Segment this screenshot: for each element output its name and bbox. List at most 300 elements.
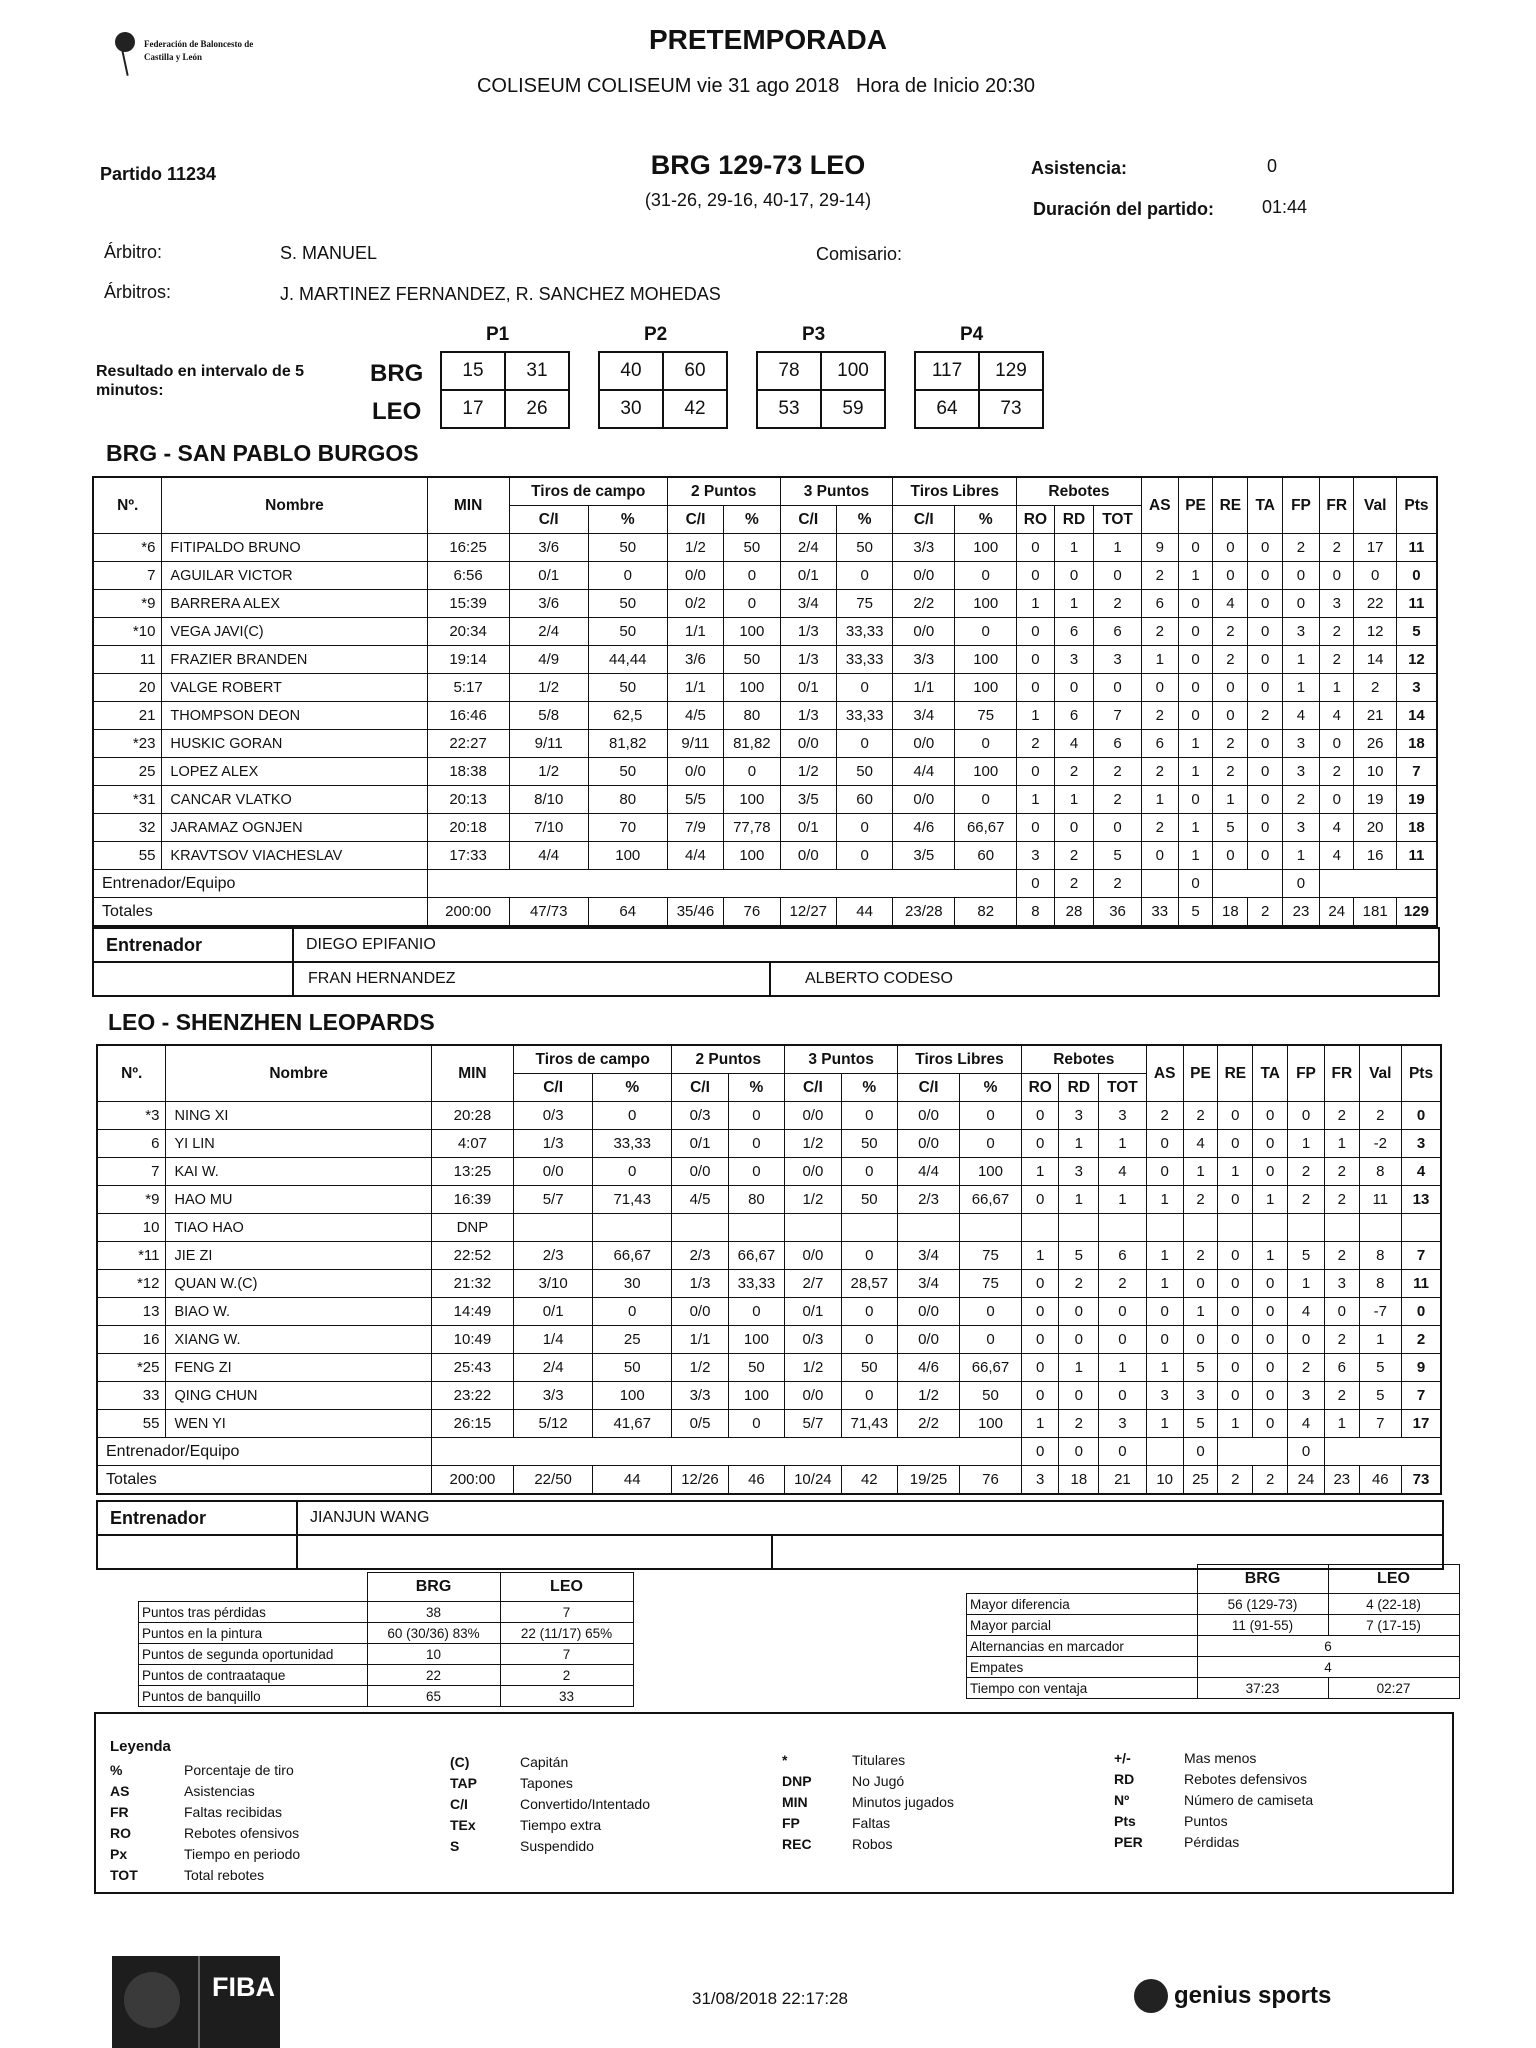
player-name: BIAO W.: [166, 1298, 431, 1326]
totals-cell: 23: [1282, 898, 1319, 927]
genius-sports-text: genius sports: [1174, 1982, 1332, 2009]
totals-cell: 33: [1141, 898, 1178, 927]
player-number: 11: [93, 646, 162, 674]
header-ft: Tiros Libres: [893, 477, 1017, 506]
stat-cell: 2: [1183, 1186, 1217, 1214]
stat-cell: 0/0: [667, 562, 723, 590]
legend-entry: [782, 1750, 954, 1771]
stat-cell: 4: [1320, 702, 1354, 730]
stat-cell: 75: [836, 590, 892, 618]
stat-cell: 50: [724, 534, 780, 562]
stat-cell: 16:46: [427, 702, 509, 730]
stat-cell: 5: [1183, 1354, 1217, 1382]
player-number: 21: [93, 702, 162, 730]
team-row-tot: 0: [1099, 1438, 1146, 1466]
stat-cell: 2: [1017, 730, 1054, 758]
stat-cell: 50: [841, 1130, 897, 1158]
header-ro: RO: [1017, 506, 1054, 534]
legend-key: Pts: [1114, 1813, 1136, 1829]
quarter-score: 78: [757, 352, 821, 390]
totals-cell: 129: [1396, 898, 1437, 927]
player-name: QUAN W.(C): [166, 1270, 431, 1298]
stat-cell: 0: [1218, 1382, 1253, 1410]
interval-team-a: BRG: [370, 360, 424, 387]
totals-cell: 64: [588, 898, 667, 927]
stat-cell: 5/12: [514, 1410, 593, 1438]
stat-cell: 1: [1017, 590, 1054, 618]
quarter-score: 15: [441, 352, 505, 390]
leo-head-coach: JIANJUN WANG: [297, 1501, 1443, 1535]
header-rd: RD: [1054, 506, 1094, 534]
stat-cell: 6: [1094, 618, 1141, 646]
stat-cell: 1: [1021, 1158, 1058, 1186]
totals-cell: 2: [1253, 1466, 1287, 1495]
player-name: FITIPALDO BRUNO: [162, 534, 427, 562]
stat-cell: 2/2: [898, 1410, 960, 1438]
stat-cell: 25:43: [431, 1354, 513, 1382]
quarter-score: 129: [979, 352, 1043, 390]
stat-cell: 0: [960, 1326, 1022, 1354]
stat-cell: 2: [1325, 1382, 1359, 1410]
stat-cell: 81,82: [588, 730, 667, 758]
stat-cell: 1: [1325, 1410, 1359, 1438]
stat-cell: [898, 1214, 960, 1242]
stat-cell: 1/2: [785, 1186, 841, 1214]
stat-cell: 0/0: [667, 758, 723, 786]
stat-cell: 1: [1141, 646, 1178, 674]
header-val: Val: [1359, 1045, 1401, 1102]
totals-cell: 21: [1099, 1466, 1146, 1495]
legend-key: *: [782, 1752, 788, 1768]
stat-cell: 100: [724, 786, 780, 814]
totals-label: Totales: [93, 898, 427, 927]
small-row-value: 65: [367, 1686, 500, 1707]
brg-team-name: BRG - SAN PABLO BURGOS: [106, 440, 419, 466]
brg-coach-label: Entrenador: [93, 928, 293, 962]
player-name: JIE ZI: [166, 1242, 431, 1270]
stat-cell: 1: [1099, 1130, 1146, 1158]
totals-cell: 73: [1402, 1466, 1441, 1495]
referee-name: S. MANUEL: [280, 243, 378, 263]
player-points: 9: [1402, 1354, 1441, 1382]
legend-key: RO: [110, 1825, 131, 1841]
leo-coach-empty-1: [297, 1535, 772, 1569]
totals-row: [97, 1466, 1441, 1495]
player-number: *12: [97, 1270, 166, 1298]
stat-cell: 0: [1178, 618, 1212, 646]
match-id: Partido 11234: [100, 164, 217, 184]
stat-cell: 2: [1320, 758, 1354, 786]
small-row-label: Mayor diferencia: [967, 1594, 1198, 1615]
stat-cell: 0: [1099, 1382, 1146, 1410]
brg-assistant-coach-1: FRAN HERNANDEZ: [293, 962, 770, 996]
header-fp: FP: [1282, 477, 1319, 534]
header-reb: Rebotes: [1021, 1045, 1146, 1074]
stat-cell: 0/1: [780, 814, 836, 842]
header-pct: %: [836, 506, 892, 534]
player-points: [1402, 1214, 1441, 1242]
team-row: [97, 1438, 1441, 1466]
stat-cell: [1059, 1214, 1099, 1242]
header-name: Nombre: [162, 477, 427, 534]
stat-cell: 3: [1325, 1270, 1359, 1298]
stat-cell: 0: [1146, 1158, 1183, 1186]
header-ci: C/I: [780, 506, 836, 534]
player-points: 11: [1396, 842, 1437, 870]
stat-cell: 25: [593, 1326, 672, 1354]
stat-cell: 1/2: [785, 1354, 841, 1382]
player-name: WEN YI: [166, 1410, 431, 1438]
leo-coach-blank: [97, 1535, 297, 1569]
stat-cell: 1: [1146, 1242, 1183, 1270]
stat-cell: 0: [960, 1298, 1022, 1326]
player-row: [97, 1382, 1441, 1410]
stat-cell: 1/4: [514, 1326, 593, 1354]
stat-cell: 4/9: [509, 646, 588, 674]
stat-cell: [1218, 1214, 1253, 1242]
header-fp: FP: [1287, 1045, 1324, 1102]
stat-cell: 0: [1218, 1102, 1253, 1130]
stat-cell: 100: [728, 1382, 784, 1410]
stat-cell: 6:56: [427, 562, 509, 590]
header-pct: %: [588, 506, 667, 534]
stat-cell: 3: [1146, 1382, 1183, 1410]
stat-cell: 3/3: [514, 1382, 593, 1410]
team-row-label: Entrenador/Equipo: [93, 870, 427, 898]
stat-cell: 3/3: [893, 534, 955, 562]
legend-desc: Mas menos: [1184, 1750, 1257, 1766]
quarter-score: 73: [979, 390, 1043, 428]
stat-cell: 0: [1146, 1298, 1183, 1326]
team-row: [93, 870, 1437, 898]
stat-cell: 2: [1094, 590, 1141, 618]
header-pts: Pts: [1396, 477, 1437, 534]
stat-cell: [1183, 1214, 1217, 1242]
totals-cell: 19/25: [898, 1466, 960, 1495]
legend-entry: [782, 1792, 954, 1813]
stat-cell: 75: [960, 1242, 1022, 1270]
player-name: TIAO HAO: [166, 1214, 431, 1242]
player-number: 6: [97, 1130, 166, 1158]
stat-cell: 1: [1218, 1158, 1253, 1186]
stat-cell: 2: [1320, 618, 1354, 646]
stat-cell: 2: [1325, 1102, 1359, 1130]
stat-cell: 66,67: [960, 1354, 1022, 1382]
stat-cell: 2: [1325, 1186, 1359, 1214]
small-row-label: Puntos de banquillo: [139, 1686, 368, 1707]
stat-cell: 0/0: [893, 786, 955, 814]
player-row: [93, 702, 1437, 730]
stat-cell: 4/4: [898, 1158, 960, 1186]
stat-cell: 1/3: [672, 1270, 728, 1298]
small-row-value: 22: [367, 1665, 500, 1686]
stat-cell: 7: [1359, 1410, 1401, 1438]
totals-cell: 28: [1054, 898, 1094, 927]
stat-cell: 0: [841, 1298, 897, 1326]
stat-cell: 0: [728, 1130, 784, 1158]
stat-cell: 4: [1054, 730, 1094, 758]
stat-cell: 3/5: [780, 786, 836, 814]
legend-key: REC: [782, 1836, 812, 1852]
small-row-value: 7: [500, 1602, 633, 1623]
small-row: [967, 1594, 1460, 1615]
stat-cell: 0: [1248, 618, 1282, 646]
stat-cell: 0: [1094, 814, 1141, 842]
stat-cell: 0: [1094, 562, 1141, 590]
player-name: AGUILAR VICTOR: [162, 562, 427, 590]
player-number: *25: [97, 1354, 166, 1382]
stat-cell: 0: [1287, 1102, 1324, 1130]
stat-cell: 5/8: [509, 702, 588, 730]
stat-cell: 2: [1354, 674, 1396, 702]
stat-cell: [1021, 1214, 1058, 1242]
stat-cell: 7: [1094, 702, 1141, 730]
stat-cell: 2: [1099, 1270, 1146, 1298]
quarter-box-p1: [440, 351, 570, 429]
stat-cell: 0: [1320, 730, 1354, 758]
player-row: [93, 814, 1437, 842]
stat-cell: 0: [841, 1326, 897, 1354]
header-min: MIN: [431, 1045, 513, 1102]
team-row-rd: 0: [1059, 1438, 1099, 1466]
genius-sports-logo: [1134, 1979, 1331, 2013]
stat-cell: 0: [836, 562, 892, 590]
legend-entry: [450, 1773, 650, 1794]
legend-entry: [782, 1771, 954, 1792]
player-name: CANCAR VLATKO: [162, 786, 427, 814]
stat-cell: 26: [1354, 730, 1396, 758]
totals-cell: 2: [1248, 898, 1282, 927]
totals-label: Totales: [97, 1466, 431, 1495]
legend-entry: [110, 1802, 300, 1823]
stat-cell: 0: [1021, 1130, 1058, 1158]
legend-entry: [782, 1834, 954, 1855]
header-p2: 2 Puntos: [672, 1045, 785, 1074]
stat-cell: 2/4: [780, 534, 836, 562]
header-p2: 2 Puntos: [667, 477, 780, 506]
stat-cell: 2: [1325, 1158, 1359, 1186]
stat-cell: 0/0: [780, 842, 836, 870]
stat-cell: 2: [1141, 758, 1178, 786]
player-number: 25: [93, 758, 162, 786]
stat-cell: 0: [1178, 534, 1212, 562]
stat-cell: 0/1: [509, 562, 588, 590]
totals-cell: 46: [728, 1466, 784, 1495]
stat-cell: 0: [1253, 1354, 1287, 1382]
stat-cell: 0: [1054, 674, 1094, 702]
stat-cell: 30: [593, 1270, 672, 1298]
totals-cell: 10: [1146, 1466, 1183, 1495]
small-header-leo: LEO: [1328, 1565, 1459, 1594]
team-row-blank3: [1325, 1438, 1441, 1466]
small-row: [967, 1615, 1460, 1636]
stat-cell: -2: [1359, 1130, 1401, 1158]
stat-cell: 14:49: [431, 1298, 513, 1326]
player-row: [93, 786, 1437, 814]
header-ro: RO: [1021, 1074, 1058, 1102]
stat-cell: 0: [1178, 646, 1212, 674]
player-name: JARAMAZ OGNJEN: [162, 814, 427, 842]
header-ci: C/I: [667, 506, 723, 534]
stat-cell: 33,33: [728, 1270, 784, 1298]
small-row-value: 7 (17-15): [1328, 1615, 1459, 1636]
stat-cell: 1: [1282, 646, 1319, 674]
legend-desc: Faltas recibidas: [184, 1804, 283, 1820]
stat-cell: 100: [724, 842, 780, 870]
stat-cell: 22:27: [427, 730, 509, 758]
stat-cell: 0: [1146, 1130, 1183, 1158]
legend-desc: Rebotes ofensivos: [184, 1825, 300, 1841]
stat-cell: 100: [724, 618, 780, 646]
legend-entry: [1114, 1748, 1313, 1769]
player-points: 3: [1402, 1130, 1441, 1158]
stat-cell: 2: [1094, 786, 1141, 814]
small-row: [139, 1623, 634, 1644]
stat-cell: 4/5: [672, 1186, 728, 1214]
totals-cell: 35/46: [667, 898, 723, 927]
stat-cell: 4/4: [509, 842, 588, 870]
small-header-brg: BRG: [1197, 1565, 1328, 1594]
legend-desc: Robos: [852, 1836, 893, 1852]
header-reb: Rebotes: [1017, 477, 1142, 506]
stat-cell: 0: [1320, 786, 1354, 814]
stat-cell: 0: [1141, 842, 1178, 870]
stat-cell: 0: [836, 814, 892, 842]
quarter-score: 17: [441, 390, 505, 428]
stat-cell: 2: [1054, 758, 1094, 786]
stat-cell: 0: [1017, 534, 1054, 562]
player-row: [97, 1298, 1441, 1326]
stat-cell: 0: [728, 1410, 784, 1438]
stat-cell: 71,43: [593, 1186, 672, 1214]
stat-cell: 6: [1099, 1242, 1146, 1270]
legend-desc: Tapones: [520, 1775, 573, 1791]
stat-cell: 1: [1021, 1242, 1058, 1270]
stat-cell: 2: [1141, 702, 1178, 730]
legend-desc: Porcentaje de tiro: [184, 1762, 294, 1778]
stat-cell: 1/2: [898, 1382, 960, 1410]
small-row-value: 37:23: [1197, 1678, 1328, 1699]
stat-cell: 0: [836, 730, 892, 758]
header-pct: %: [960, 1074, 1022, 1102]
stat-cell: 3/5: [893, 842, 955, 870]
stat-cell: 5/7: [785, 1410, 841, 1438]
quarter-box-p3: [756, 351, 886, 429]
stat-cell: 3: [1282, 758, 1319, 786]
small-row-label: Puntos tras pérdidas: [139, 1602, 368, 1623]
points-breakdown-table: [138, 1572, 634, 1707]
header-pe: PE: [1183, 1045, 1217, 1102]
player-row: [93, 590, 1437, 618]
header-fr: FR: [1320, 477, 1354, 534]
player-points: 14: [1396, 702, 1437, 730]
stat-cell: 4: [1282, 702, 1319, 730]
legend-entry: [450, 1794, 650, 1815]
stat-cell: 0: [1248, 562, 1282, 590]
stat-cell: 2: [1282, 786, 1319, 814]
stat-cell: 2: [1213, 646, 1248, 674]
quarter-label-p2: P2: [644, 324, 668, 345]
player-number: 7: [97, 1158, 166, 1186]
stat-cell: 80: [588, 786, 667, 814]
stat-cell: 4: [1183, 1130, 1217, 1158]
stat-cell: 0/0: [893, 562, 955, 590]
stat-cell: 0/3: [672, 1102, 728, 1130]
stat-cell: 0/0: [893, 618, 955, 646]
attendance-value: 0: [1267, 156, 1278, 176]
stat-cell: 5: [1213, 814, 1248, 842]
player-row: [93, 758, 1437, 786]
stat-cell: 0/1: [780, 674, 836, 702]
totals-cell: 12/26: [672, 1466, 728, 1495]
player-row: [97, 1158, 1441, 1186]
legend-desc: Asistencias: [184, 1783, 255, 1799]
stat-cell: 0: [1054, 562, 1094, 590]
stat-cell: 1/2: [509, 758, 588, 786]
team-row-blank2: [1218, 1438, 1288, 1466]
stat-cell: 0: [1021, 1186, 1058, 1214]
stat-cell: 12: [1354, 618, 1396, 646]
stat-cell: 100: [955, 758, 1017, 786]
small-row-label: Empates: [967, 1657, 1198, 1678]
stat-cell: 50: [588, 590, 667, 618]
player-name: XIANG W.: [166, 1326, 431, 1354]
stat-cell: 1: [1059, 1130, 1099, 1158]
player-name: NING XI: [166, 1102, 431, 1130]
player-name: HAO MU: [166, 1186, 431, 1214]
stat-cell: 50: [728, 1354, 784, 1382]
totals-cell: 76: [724, 898, 780, 927]
small-header-leo: LEO: [500, 1573, 633, 1602]
stat-cell: 0: [960, 1130, 1022, 1158]
stat-cell: 0/1: [785, 1298, 841, 1326]
small-row: [967, 1636, 1460, 1657]
stat-cell: 22: [1354, 590, 1396, 618]
stat-cell: 1: [1099, 1354, 1146, 1382]
team-row-pe: 0: [1178, 870, 1212, 898]
stat-cell: 1: [1141, 786, 1178, 814]
stat-cell: 100: [960, 1158, 1022, 1186]
stat-cell: 2: [1325, 1242, 1359, 1270]
legend-key: PER: [1114, 1834, 1143, 1850]
header-ft: Tiros Libres: [898, 1045, 1022, 1074]
stat-cell: 44,44: [588, 646, 667, 674]
stat-cell: 0: [1248, 842, 1282, 870]
legend-key: AS: [110, 1783, 130, 1799]
header-ci: C/I: [893, 506, 955, 534]
stat-cell: 1/1: [667, 674, 723, 702]
header-fg: Tiros de campo: [509, 477, 667, 506]
legend-desc: Rebotes defensivos: [1184, 1771, 1307, 1787]
stat-cell: 1: [1059, 1354, 1099, 1382]
totals-cell: 25: [1183, 1466, 1217, 1495]
team-row-ro: 0: [1021, 1438, 1058, 1466]
stat-cell: 0: [1213, 702, 1248, 730]
stat-cell: 1/2: [785, 1130, 841, 1158]
stat-cell: 5: [1287, 1242, 1324, 1270]
stat-cell: 2: [1059, 1270, 1099, 1298]
stat-cell: 3/3: [893, 646, 955, 674]
stat-cell: 0: [1248, 730, 1282, 758]
stat-cell: 3/3: [672, 1382, 728, 1410]
stat-cell: 0: [1146, 1326, 1183, 1354]
player-name: BARRERA ALEX: [162, 590, 427, 618]
stat-cell: 71,43: [841, 1410, 897, 1438]
stat-cell: 0: [1017, 758, 1054, 786]
stat-cell: 3/6: [509, 590, 588, 618]
header-pct: %: [841, 1074, 897, 1102]
stat-cell: 3/4: [893, 702, 955, 730]
